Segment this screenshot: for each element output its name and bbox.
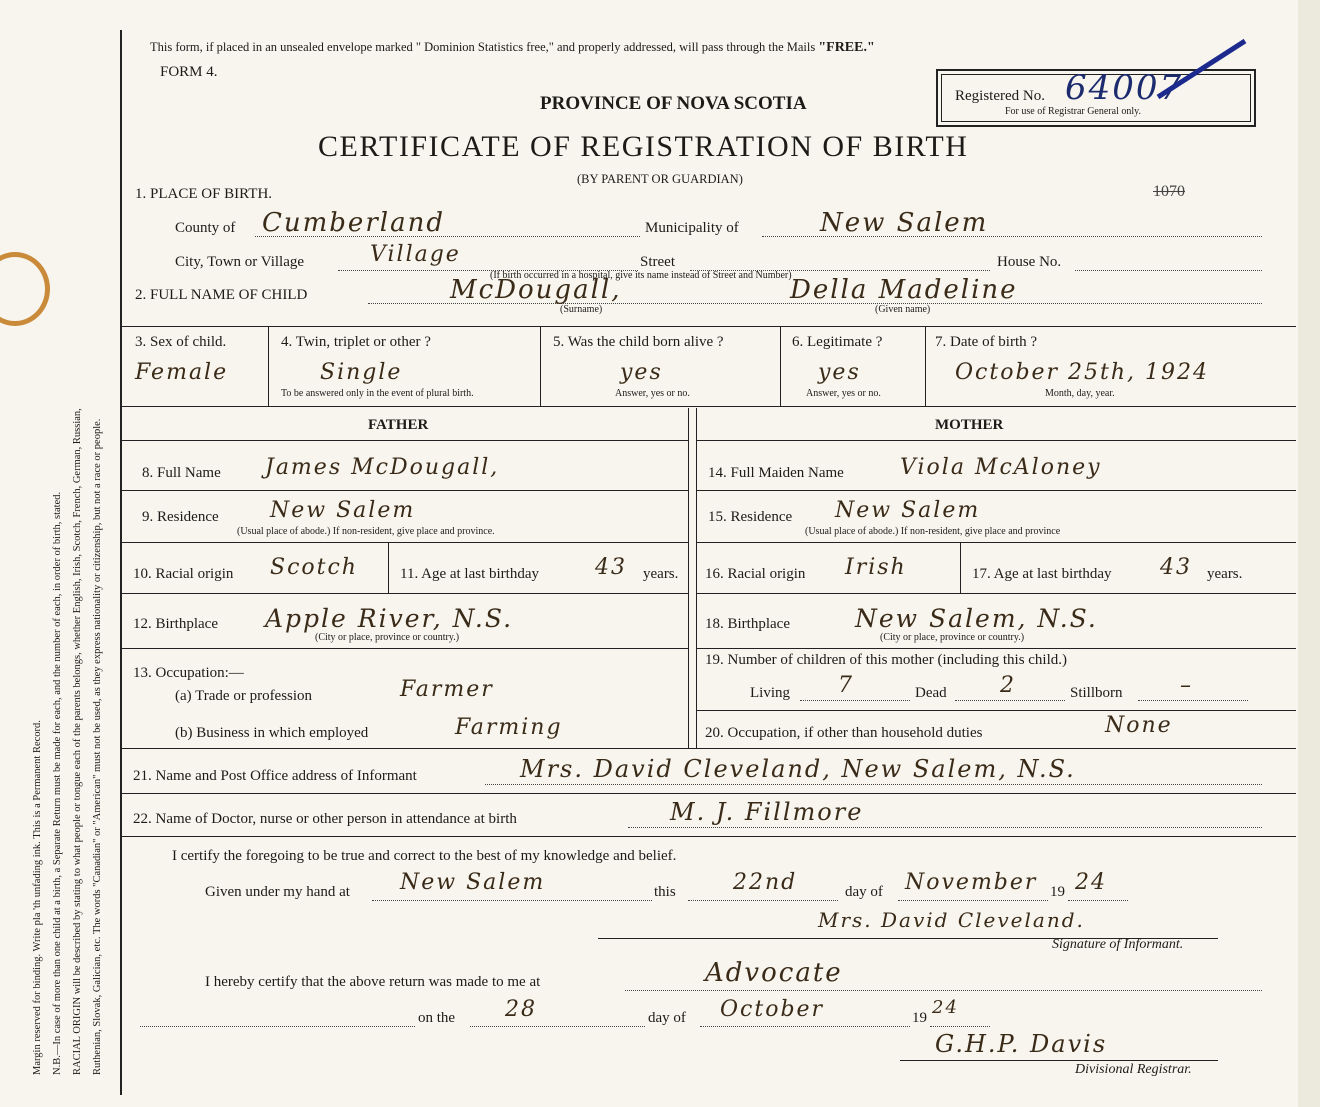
province-heading: PROVINCE OF NOVA SCOTIA bbox=[540, 93, 807, 114]
father-birthplace-value: Apple River, N.S. bbox=[265, 604, 514, 633]
alive-label: 5. Was the child born alive ? bbox=[553, 334, 724, 350]
informant-value: Mrs. David Cleveland, New Salem, N.S. bbox=[520, 755, 1076, 783]
this-label: this bbox=[654, 884, 676, 900]
father-residence-value: New Salem bbox=[270, 498, 416, 523]
informant-signature-label: Signature of Informant. bbox=[1052, 937, 1184, 952]
margin-racial-note-1: RACIAL ORIGIN will be described by stating to what people or tongue each of the parents belongs, whether English, Irish, Scotch, French, German, Russian, bbox=[72, 408, 83, 1075]
dob-value: October 25th, 1924 bbox=[955, 360, 1210, 385]
trade-label: (a) Trade or profession bbox=[175, 688, 313, 704]
business-label: (b) Business in which employed bbox=[175, 725, 369, 741]
certificate-title: CERTIFICATE OF REGISTRATION OF BIRTH bbox=[318, 130, 969, 163]
legitimate-label: 6. Legitimate ? bbox=[792, 334, 883, 350]
sex-value: Female bbox=[135, 360, 229, 385]
trade-value: Farmer bbox=[400, 677, 494, 702]
doctor-label: 22. Name of Doctor, nurse or other person in attendance at birth bbox=[133, 811, 517, 827]
county-value: Cumberland bbox=[262, 208, 445, 238]
hospital-note: (If birth occurred in a hospital, give its name instead of Street and Number) bbox=[490, 270, 792, 281]
registrar-year-prefix: 19 bbox=[912, 1010, 927, 1026]
dead-label: Dead bbox=[915, 685, 947, 701]
mother-race-label: 16. Racial origin bbox=[705, 566, 806, 582]
registrar-place: Advocate bbox=[705, 958, 843, 988]
registrar-note: For use of Registrar General only. bbox=[1005, 106, 1141, 117]
dob-note: Month, day, year. bbox=[1045, 388, 1115, 399]
father-residence-note: (Usual place of abode.) If non-resident, give place and province. bbox=[237, 526, 495, 537]
registrar-statement: I hereby certify that the above return was made to me at bbox=[205, 974, 541, 990]
father-birthplace-note: (City or place, province or country.) bbox=[315, 632, 460, 643]
day-of-label: day of bbox=[845, 884, 883, 900]
mother-occupation-label: 20. Occupation, if other than household duties bbox=[705, 725, 983, 741]
mother-residence-value: New Salem bbox=[835, 498, 981, 523]
father-name-value: James McDougall, bbox=[265, 455, 500, 480]
sex-label: 3. Sex of child. bbox=[135, 334, 227, 350]
county-label: County of bbox=[175, 220, 236, 236]
father-race-label: 10. Racial origin bbox=[133, 566, 234, 582]
given-day: 22nd bbox=[733, 870, 798, 895]
child-given-name: Della Madeline bbox=[790, 275, 1018, 305]
mother-name-label: 14. Full Maiden Name bbox=[708, 465, 844, 481]
form-number: FORM 4. bbox=[160, 64, 218, 80]
stillborn-label: Stillborn bbox=[1070, 685, 1123, 701]
father-years-label: years. bbox=[643, 566, 679, 582]
mail-notice bbox=[150, 40, 875, 56]
given-year-suffix: 24 bbox=[1075, 870, 1107, 895]
mother-heading: MOTHER bbox=[935, 417, 1004, 433]
informant-label: 21. Name and Post Office address of Informant bbox=[133, 768, 417, 784]
dob-label: 7. Date of birth ? bbox=[935, 334, 1038, 350]
mother-birthplace-label: 18. Birthplace bbox=[705, 616, 790, 632]
legitimate-note: Answer, yes or no. bbox=[806, 388, 881, 399]
given-year-prefix: 19 bbox=[1050, 884, 1065, 900]
living-value: 7 bbox=[838, 673, 854, 698]
father-age-value: 43 bbox=[595, 555, 627, 580]
children-count-label: 19. Number of children of this mother (including this child.) bbox=[705, 652, 1068, 668]
municipality-value: New Salem bbox=[820, 208, 989, 238]
corner-number: 1070 bbox=[1153, 183, 1185, 200]
twin-note: To be answered only in the event of plural birth. bbox=[281, 388, 474, 399]
municipality-label: Municipality of bbox=[645, 220, 739, 236]
margin-binding-note: Margin reserved for binding. Write pla 'th unfading ink. This is a Permanent Record. bbox=[32, 720, 43, 1075]
living-label: Living bbox=[750, 685, 790, 701]
doctor-value: M. J. Fillmore bbox=[670, 798, 864, 826]
on-the-label: on the bbox=[418, 1010, 456, 1026]
registered-label: Registered No. bbox=[955, 88, 1045, 104]
mother-name-value: Viola McAloney bbox=[900, 455, 1102, 480]
margin-nb-note: N.B.—In case of more than one child at a birth, a Separate Return must be made for each, and the number of each, in order of birth, stated. bbox=[52, 491, 63, 1075]
city-value: Village bbox=[370, 242, 461, 267]
pen-stroke-icon bbox=[1150, 35, 1250, 105]
margin-racial-note-2: Ruthenian, Slovak, Galician, etc. The words "Canadian" or "American" must not be used, as they express nationality or citizenship, but not a race or people. bbox=[92, 418, 103, 1075]
father-birthplace-label: 12. Birthplace bbox=[133, 616, 218, 632]
registrar-signature-label: Divisional Registrar. bbox=[1075, 1062, 1192, 1077]
informant-signature: Mrs. David Cleveland. bbox=[818, 908, 1085, 932]
alive-value: yes bbox=[620, 360, 663, 385]
mother-residence-note: (Usual place of abode.) If non-resident, give place and province bbox=[805, 526, 1061, 537]
city-label: City, Town or Village bbox=[175, 254, 305, 270]
child-name-label: 2. FULL NAME OF CHILD bbox=[135, 287, 308, 303]
father-race-value: Scotch bbox=[270, 555, 358, 580]
mother-birthplace-note: (City or place, province or country.) bbox=[880, 632, 1025, 643]
registrar-signature: G.H.P. Davis bbox=[935, 1030, 1108, 1058]
surname-note: (Surname) bbox=[560, 304, 603, 315]
given-name-note: (Given name) bbox=[875, 304, 931, 315]
twin-value: Single bbox=[320, 360, 403, 385]
mother-years-label: years. bbox=[1207, 566, 1243, 582]
mother-birthplace-value: New Salem, N.S. bbox=[855, 604, 1098, 633]
registrar-year-suffix: 24 bbox=[932, 997, 959, 1018]
stillborn-value: – bbox=[1180, 673, 1193, 698]
house-number-label: House No. bbox=[997, 254, 1062, 270]
mail-notice-free: "FREE." bbox=[818, 40, 875, 55]
twin-label: 4. Twin, triplet or other ? bbox=[281, 334, 431, 350]
alive-note: Answer, yes or no. bbox=[615, 388, 690, 399]
registered-number: 64007 bbox=[1065, 68, 1184, 108]
given-label: Given under my hand at bbox=[205, 884, 350, 900]
mother-age-value: 43 bbox=[1160, 555, 1192, 580]
father-name-label: 8. Full Name bbox=[142, 465, 221, 481]
certify-statement: I certify the foregoing to be true and correct to the best of my knowledge and belief. bbox=[172, 848, 677, 864]
certificate-subtitle: (BY PARENT OR GUARDIAN) bbox=[577, 172, 743, 186]
father-age-label: 11. Age at last birthday bbox=[400, 566, 539, 582]
mother-residence-label: 15. Residence bbox=[708, 509, 793, 525]
mother-occupation-value: None bbox=[1105, 713, 1173, 738]
registrar-day: 28 bbox=[505, 997, 537, 1022]
place-of-birth-heading: 1. PLACE OF BIRTH. bbox=[135, 186, 273, 202]
legitimate-value: yes bbox=[818, 360, 861, 385]
right-edge bbox=[1298, 0, 1320, 1107]
street-label: Street bbox=[640, 254, 675, 270]
father-heading: FATHER bbox=[368, 417, 429, 433]
father-residence-label: 9. Residence bbox=[142, 509, 219, 525]
mail-notice-text: This form, if placed in an unsealed envelope marked " Dominion Statistics free," and properly addressed, will pass through the Mails bbox=[150, 40, 819, 54]
mother-race-value: Irish bbox=[845, 555, 907, 580]
child-surname: McDougall, bbox=[450, 275, 622, 305]
given-place: New Salem bbox=[400, 870, 546, 895]
dead-value: 2 bbox=[1000, 673, 1016, 698]
given-month: November bbox=[905, 870, 1038, 895]
father-occupation-label: 13. Occupation:— bbox=[133, 665, 244, 681]
registrar-day-of-label: day of bbox=[648, 1010, 686, 1026]
business-value: Farming bbox=[455, 715, 563, 740]
mother-age-label: 17. Age at last birthday bbox=[972, 566, 1112, 582]
registrar-month: October bbox=[720, 997, 825, 1022]
